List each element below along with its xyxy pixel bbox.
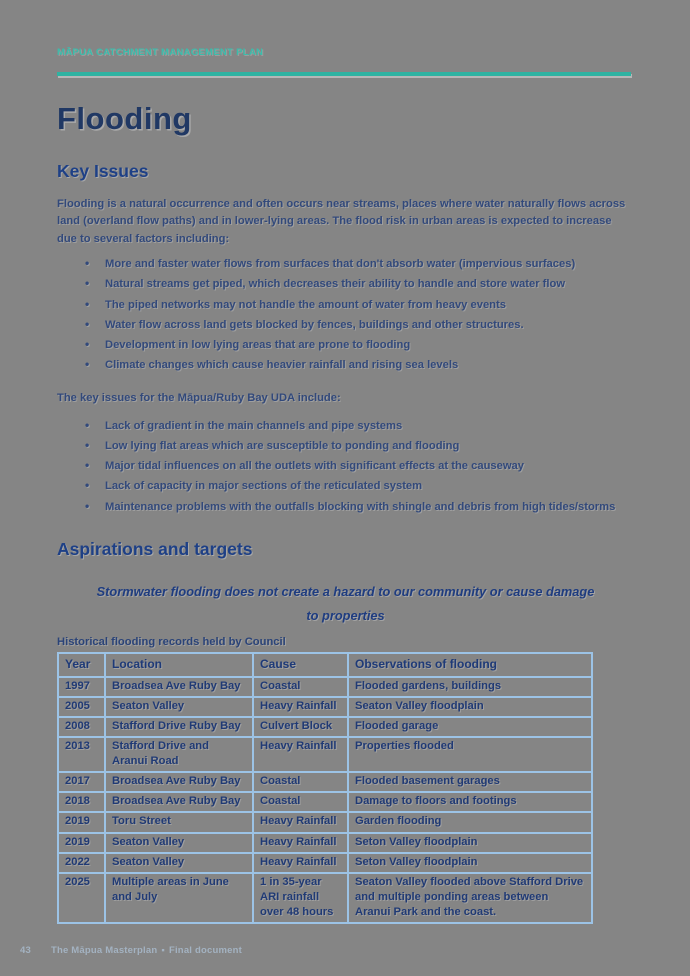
table-cell: Heavy Rainfall (253, 853, 348, 873)
table-cell: Seaton Valley (105, 697, 253, 717)
table-row (58, 697, 592, 717)
table-row (58, 737, 592, 772)
page-title: Flooding (57, 101, 192, 136)
flood-table-body (58, 677, 592, 923)
bullet-item: • Major tidal influences on all the outlets with significant effects at the causeway (105, 459, 634, 474)
document-footer (20, 945, 242, 956)
table-cell: Culvert Block (253, 717, 348, 737)
table-cell: 2025 (58, 873, 105, 923)
table-cell: Heavy Rainfall (253, 697, 348, 717)
table-cell: Stafford Drive Ruby Bay (105, 717, 253, 737)
table-cell: 1 in 35-year ARI rainfall over 48 hours (253, 873, 348, 923)
table-header-row (58, 653, 592, 676)
table-cell: Toru Street (105, 812, 253, 832)
aspiration-statement: Stormwater flooding does not create a hazard to our community or cause damage to properties (96, 583, 595, 624)
table-cell: Garden flooding (348, 812, 592, 832)
bullet-item: • Maintenance problems with the outfalls blocking with shingle and debris from high tides/storms (105, 500, 634, 515)
table-cell: Seton Valley floodplain (348, 833, 592, 853)
bullet-item: • More and faster water flows from surfaces that don't absorb water (impervious surfaces) (105, 257, 634, 272)
footer-page-number: 43 (20, 945, 31, 956)
bullet-item: • Natural streams get piped, which decreases their ability to handle and store water flow (105, 277, 634, 292)
flood-table-head (58, 653, 592, 676)
table-cell: Coastal (253, 772, 348, 792)
column-header: Location (105, 653, 253, 676)
column-header: Observations of flooding (348, 653, 592, 676)
table-cell: 2019 (58, 833, 105, 853)
footer-doc-title: The Māpua Masterplan (50, 945, 158, 956)
table-cell: Seaton Valley flooded above Stafford Drive and multiple ponding areas between Aranui Park and the coast. (348, 873, 592, 923)
table-cell: Flooded basement garages (348, 772, 592, 792)
table-row (58, 717, 592, 737)
table-row (58, 853, 592, 873)
page-content (57, 0, 634, 924)
uda-intro: The key issues for the Māpua/Ruby Bay UDA include: (57, 392, 341, 405)
document-header: MĀPUA CATCHMENT MANAGEMENT PLAN (57, 47, 264, 58)
bullet-item: • The piped networks may not handle the amount of water from heavy events (105, 298, 634, 313)
header-divider-rule (57, 72, 631, 76)
table-cell: Coastal (253, 677, 348, 697)
table-cell: Broadsea Ave Ruby Bay (105, 792, 253, 812)
table-cell: Heavy Rainfall (253, 737, 348, 772)
column-header: Year (58, 653, 105, 676)
table-row (58, 833, 592, 853)
table-cell: Heavy Rainfall (253, 833, 348, 853)
table-cell: Multiple areas in June and July (105, 873, 253, 923)
table-cell: 2022 (58, 853, 105, 873)
table-cell: Coastal (253, 792, 348, 812)
table-cell: Heavy Rainfall (253, 812, 348, 832)
table-row (58, 677, 592, 697)
table-cell: 2018 (58, 792, 105, 812)
table-cell: Flooded gardens, buildings (348, 677, 592, 697)
bullet-item: • Water flow across land gets blocked by fences, buildings and other structures. (105, 318, 634, 333)
key-issues-heading: Key Issues (57, 161, 149, 181)
table-cell: Properties flooded (348, 737, 592, 772)
table-row (58, 812, 592, 832)
table-cell: Broadsea Ave Ruby Bay (105, 677, 253, 697)
key-issues-bullet-list (57, 257, 634, 373)
table-cell: Seaton Valley (105, 833, 253, 853)
bullet-item: • Development in low lying areas that are prone to flooding (105, 338, 634, 353)
table-cell: Damage to floors and footings (348, 792, 592, 812)
aspirations-heading: Aspirations and targets (57, 538, 253, 559)
table-cell: Broadsea Ave Ruby Bay (105, 772, 253, 792)
table-cell: 2013 (58, 737, 105, 772)
table-cell: 2017 (58, 772, 105, 792)
key-issues-intro: Flooding is a natural occurrence and often occurs near streams, places where water naturally flows across land (overland flow paths) and in lower-lying areas. The flood risk in urban areas is expected to increase due to several factors including: (57, 198, 626, 245)
table-cell: 2019 (58, 812, 105, 832)
table-cell: Stafford Drive and Aranui Road (105, 737, 253, 772)
bullet-item: • Climate changes which cause heavier rainfall and rising sea levels (105, 358, 634, 373)
table-caption: Historical flooding records held by Council (57, 636, 286, 649)
table-cell: 2008 (58, 717, 105, 737)
table-cell: Flooded garage (348, 717, 592, 737)
table-cell: Seton Valley floodplain (348, 853, 592, 873)
table-cell: Seaton Valley floodplain (348, 697, 592, 717)
table-cell: 2005 (58, 697, 105, 717)
footer-suffix: Final document (168, 945, 242, 956)
table-cell: 1997 (58, 677, 105, 697)
bullet-item: • Lack of gradient in the main channels and pipe systems (105, 419, 634, 434)
bullet-item: • Lack of capacity in major sections of the reticulated system (105, 479, 634, 494)
flood-records-table (57, 652, 593, 924)
table-row (58, 792, 592, 812)
footer-separator: ▪ (161, 945, 165, 956)
bullet-item: • Low lying flat areas which are susceptible to ponding and flooding (105, 439, 634, 454)
column-header: Cause (253, 653, 348, 676)
table-row (58, 772, 592, 792)
uda-bullet-list (57, 419, 634, 515)
table-row (58, 873, 592, 923)
table-cell: Seaton Valley (105, 853, 253, 873)
